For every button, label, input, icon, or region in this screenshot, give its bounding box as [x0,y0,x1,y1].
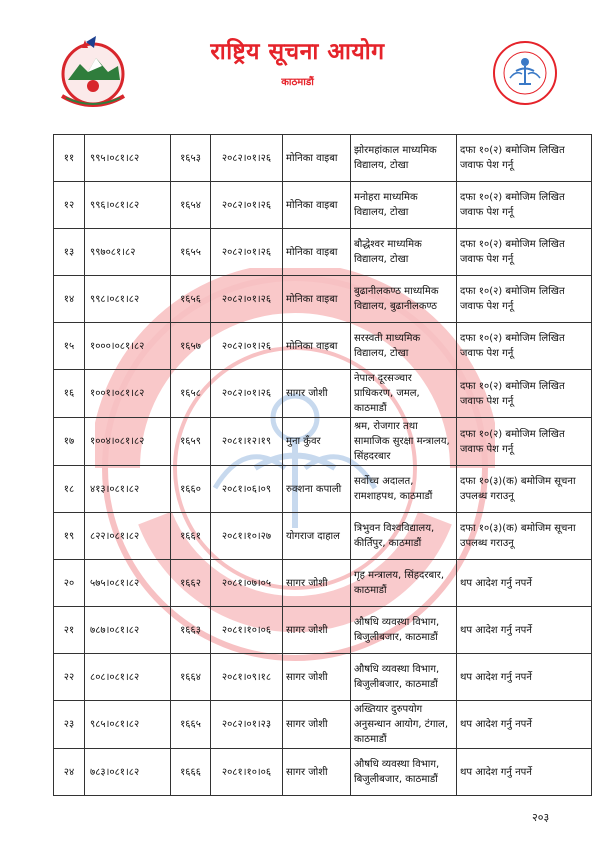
table-row [54,323,592,370]
page-title: राष्ट्रिय सूचना आयोग [210,39,385,65]
decision-date-cell: २०८१।०९।१८ [211,654,283,701]
decision-cell: दफा १०(२) बमोजिम लिखित जवाफ पेश गर्नू [457,182,592,229]
respondent-cell: सरस्वती माध्यमिक विद्यालय, टोखा [351,323,457,370]
appellant-cell: योगराज दाहाल [283,513,351,560]
respondent-cell: अख्तियार दुरुपयोग अनुसन्धान आयोग, टंगाल, काठमाडौं [351,701,457,749]
registration-number-cell: ५७५।०८१।८२ [85,560,171,607]
appellant-cell: मोनिका वाइबा [283,323,351,370]
decision-cell: दफा १०(२) बमोजिम लिखित जवाफ पेश गर्नू [457,276,592,323]
decision-date-cell: २०८१।१०।२७ [211,513,283,560]
appellant-cell: सागर जोशी [283,654,351,701]
decision-date-cell: २०८२।०१।२६ [211,323,283,370]
decision-number-cell: १६५४ [171,182,211,229]
decision-number-cell: १६५३ [171,135,211,182]
table-row [54,135,592,182]
serial-number-cell: १५ [54,323,85,370]
decision-number-cell: १६६५ [171,701,211,749]
respondent-cell: बौद्धेश्वर माध्यमिक विद्यालय, टोखा [351,229,457,276]
appellant-cell: रुक्शना कपाली [283,466,351,513]
table-row [54,418,592,466]
serial-number-cell: २० [54,560,85,607]
table-row [54,701,592,749]
decision-cell: दफा १०(३)(क) बमोजिम सूचना उपलब्ध गराउनू [457,513,592,560]
respondent-cell: त्रिभुवन विश्वविद्यालय, कीर्तिपुर, काठमाडौं [351,513,457,560]
decision-number-cell: १६६३ [171,607,211,654]
decision-date-cell: २०८२।०१।२६ [211,182,283,229]
appellant-cell: मोनिका वाइबा [283,182,351,229]
respondent-cell: बुढानीलकण्ठ माध्यमिक विद्यालय, बुढानीलकण्ठ [351,276,457,323]
serial-number-cell: २१ [54,607,85,654]
registration-number-cell: ८२२।०८१।८२ [85,513,171,560]
respondent-cell: सर्वोच्च अदालत, रामशाहपथ, काठमाडौं [351,466,457,513]
decision-date-cell: २०८१।०६।०९ [211,466,283,513]
respondent-cell: झोरमहांकाल माध्यमिक विद्यालय, टोखा [351,135,457,182]
registration-number-cell: ७८७।०८१।८२ [85,607,171,654]
registration-number-cell: १०००।०८१।८२ [85,323,171,370]
serial-number-cell: १८ [54,466,85,513]
decisions-table [53,134,592,796]
registration-number-cell: १००४।०८१।८२ [85,418,171,466]
respondent-cell: श्रम, रोजगार तथा सामाजिक सुरक्षा मन्त्रालय, सिंहदरबार [351,418,457,466]
page-header [0,0,595,120]
decision-number-cell: १६६४ [171,654,211,701]
decision-number-cell: १६६० [171,466,211,513]
serial-number-cell: १९ [54,513,85,560]
decision-cell: थप आदेश गर्नु नपर्ने [457,749,592,796]
appellant-cell: मोनिका वाइबा [283,276,351,323]
registration-number-cell: ९९८।०८१।८२ [85,276,171,323]
table-row [54,560,592,607]
respondent-cell: औषधि व्यवस्था विभाग, बिजुलीबजार, काठमाडौं [351,607,457,654]
decision-date-cell: २०८२।०१।२६ [211,370,283,418]
table-row [54,749,592,796]
respondent-cell: मनोहरा माध्यमिक विद्यालय, टोखा [351,182,457,229]
serial-number-cell: २३ [54,701,85,749]
registration-number-cell: ९८५।०८१।८२ [85,701,171,749]
decision-number-cell: १६५६ [171,276,211,323]
appellant-cell: सागर जोशी [283,701,351,749]
decision-cell: थप आदेश गर्नु नपर्ने [457,607,592,654]
registration-number-cell: ८०८।०८१।८२ [85,654,171,701]
respondent-cell: औषधि व्यवस्था विभाग, बिजुलीबजार, काठमाडौं [351,654,457,701]
table-row [54,182,592,229]
decision-cell: दफा १०(२) बमोजिम लिखित जवाफ पेश गर्नू [457,370,592,418]
registration-number-cell: ९९७०८१।८२ [85,229,171,276]
respondent-cell: गृह मन्त्रालय, सिंहदरबार, काठमाडौं [351,560,457,607]
decision-date-cell: २०८१।०७।०५ [211,560,283,607]
table-row [54,370,592,418]
serial-number-cell: १३ [54,229,85,276]
serial-number-cell: १६ [54,370,85,418]
table-row [54,276,592,323]
decision-date-cell: २०८२।०१।२३ [211,701,283,749]
appellant-cell: सागर जोशी [283,560,351,607]
decision-number-cell: १६५५ [171,229,211,276]
appellant-cell: मोनिका वाइबा [283,229,351,276]
decision-date-cell: २०८२।०१।२६ [211,276,283,323]
registration-number-cell: ४१३।०८१।८२ [85,466,171,513]
serial-number-cell: १२ [54,182,85,229]
page-number: २०३ [532,811,550,824]
decision-cell: थप आदेश गर्नु नपर्ने [457,701,592,749]
appellant-cell: मुना कुँवर [283,418,351,466]
registration-number-cell: ७८३।०८१।८२ [85,749,171,796]
appellant-cell: मोनिका वाइबा [283,135,351,182]
table-row [54,607,592,654]
respondent-cell: औषधि व्यवस्था विभाग, बिजुलीबजार, काठमाडौं [351,749,457,796]
table-row [54,466,592,513]
page-subtitle: काठमाडौं [281,77,314,88]
decision-date-cell: २०८२।०१।२६ [211,135,283,182]
decision-cell: दफा १०(२) बमोजिम लिखित जवाफ पेश गर्नू [457,418,592,466]
decision-number-cell: १६५७ [171,323,211,370]
decision-cell: दफा १०(२) बमोजिम लिखित जवाफ पेश गर्नू [457,135,592,182]
decision-cell: दफा १०(२) बमोजिम लिखित जवाफ पेश गर्नू [457,229,592,276]
table-row [54,513,592,560]
decision-cell: थप आदेश गर्नु नपर्ने [457,654,592,701]
registration-number-cell: ९९५।०८१।८२ [85,135,171,182]
table-row [54,654,592,701]
decision-number-cell: १६६२ [171,560,211,607]
decision-cell: थप आदेश गर्नु नपर्ने [457,560,592,607]
decision-date-cell: २०८१।१०।०६ [211,749,283,796]
serial-number-cell: २४ [54,749,85,796]
decision-number-cell: १६६६ [171,749,211,796]
table-row [54,229,592,276]
decision-cell: दफा १०(३)(क) बमोजिम सूचना उपलब्ध गराउनू [457,466,592,513]
serial-number-cell: २२ [54,654,85,701]
commission-logo-icon [492,40,558,106]
serial-number-cell: ११ [54,135,85,182]
decision-date-cell: २०८१।१०।०६ [211,607,283,654]
decision-date-cell: २०८२।०१।२६ [211,229,283,276]
serial-number-cell: १४ [54,276,85,323]
registration-number-cell: १००१।०८१।८२ [85,370,171,418]
decision-number-cell: १६५९ [171,418,211,466]
serial-number-cell: १७ [54,418,85,466]
decision-cell: दफा १०(२) बमोजिम लिखित जवाफ पेश गर्नू [457,323,592,370]
decision-date-cell: २०८१।१२।१९ [211,418,283,466]
decision-number-cell: १६५८ [171,370,211,418]
appellant-cell: सागर जोशी [283,370,351,418]
decision-number-cell: १६६१ [171,513,211,560]
appellant-cell: सागर जोशी [283,749,351,796]
registration-number-cell: ९९६।०८१।८२ [85,182,171,229]
respondent-cell: नेपाल दूरसञ्चार प्राधिकरण, जमल, काठमाडौं [351,370,457,418]
appellant-cell: सागर जोशी [283,607,351,654]
